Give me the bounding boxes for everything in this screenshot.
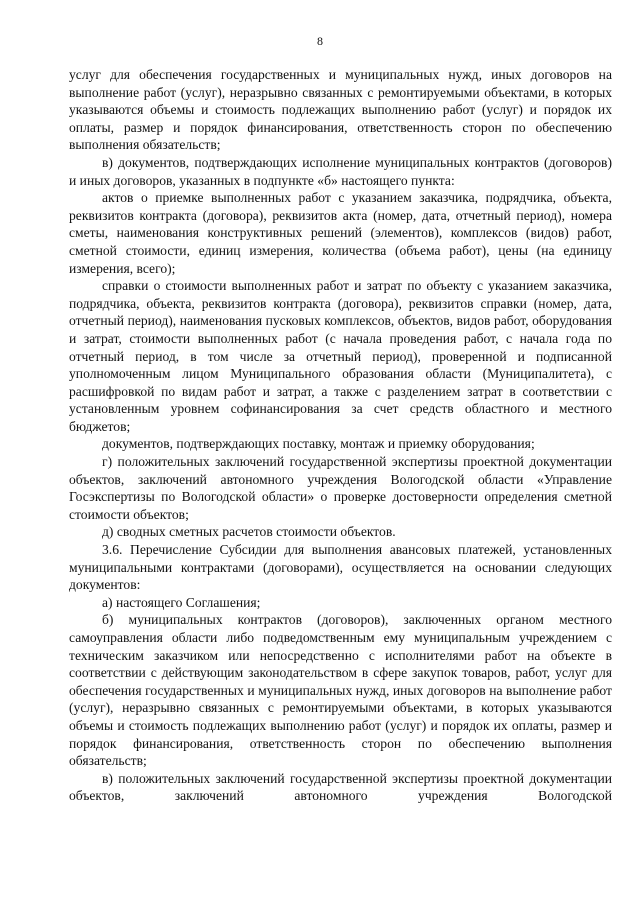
paragraph-equipment-docs: документов, подтверждающих поставку, монтаж и приемку оборудования; bbox=[102, 436, 535, 452]
document-body bbox=[69, 66, 612, 805]
paragraph-item-a: а) настоящего Соглашения; bbox=[102, 594, 261, 610]
paragraph-item-g: г) положительных заключений государственной экспертизы проектной документации объектов, заключений автономного учреждения Вологодской области «Управление Госэкспертизы по Вологодской области» о проверке достоверности определения сметной стоимости объектов; bbox=[69, 454, 612, 522]
paragraph-item-d: д) сводных сметных расчетов стоимости объектов. bbox=[102, 524, 396, 540]
paragraph-item-v: в) документов, подтверждающих исполнение муниципальных контрактов (договоров) и иных договоров, указанных в подпункте «б» настоящего пункта: bbox=[69, 154, 612, 188]
paragraph-item-b: б) муниципальных контрактов (договоров), заключенных органом местного самоуправления области либо подведомственным ему муниципальным учреждением с техническим заказчиком или непосредственно с исполнителями работ на объекте в соответствии с действующим законодательством в сфере закупок товаров, работ, услуг для обеспечения государственных и муниципальных нужд, иных договоров на выполнение работ (услуг), неразрывно связанных с ремонтируемыми объектами, в которых указываются объемы и стоимость подлежащих выполнению работ (услуг) и порядок их оплаты, размер и порядок финансирования, ответственность сторон по обеспечению выполнения обязательств; bbox=[69, 612, 612, 769]
page-number: 8 bbox=[317, 34, 323, 48]
paragraph-continuation: услуг для обеспечения государственных и муниципальных нужд, иных договоров на выполнение работ (услуг), неразрывно связанных с ремонтируемыми объектами, в которых указываются объемы и стоимость подлежащих выполнению работ (услуг) и порядок их оплаты, размер и порядок финансирования, ответственность сторон по обеспечению выполнения обязательств; bbox=[69, 67, 612, 153]
paragraph-section-3-6: 3.6. Перечисление Субсидии для выполнения авансовых платежей, установленных муниципальными контрактами (договорами), осуществляется на основании следующих документов: bbox=[69, 542, 612, 593]
paragraph-acts: актов о приемке выполненных работ с указанием заказчика, подрядчика, объекта, реквизитов контракта (договора), реквизитов акта (номер, дата, отчетный период), номера сметы, наименования конструктивных решений (элементов), комплексов (видов) работ, сметной стоимости, единиц измерения, количества (объема работ), цены (на единицу измерения, всего); bbox=[69, 190, 612, 276]
paragraph-cost-certificates: справки о стоимости выполненных работ и затрат по объекту с указанием заказчика, подрядчика, объекта, реквизитов контракта (договора), реквизитов справки (номер, дата, отчетный период), наименования пусковых комплексов, объектов, видов работ, оборудования и затрат, стоимости выполненных работ (с начала проведения работ, с начала года по отчетный период, в том числе за отчетный период), проверенной и подписанной уполномоченным лицом Муниципального образования области (Муниципалитета), с расшифровкой по видам работ и затрат, а также с разделением затрат в соответствии с установленным уровнем софинансирования за счет средств областного и местного бюджетов; bbox=[69, 278, 612, 434]
paragraph-item-v-2: в) положительных заключений государственной экспертизы проектной документации объектов, заключений автономного учреждения Вологодской bbox=[69, 770, 612, 804]
